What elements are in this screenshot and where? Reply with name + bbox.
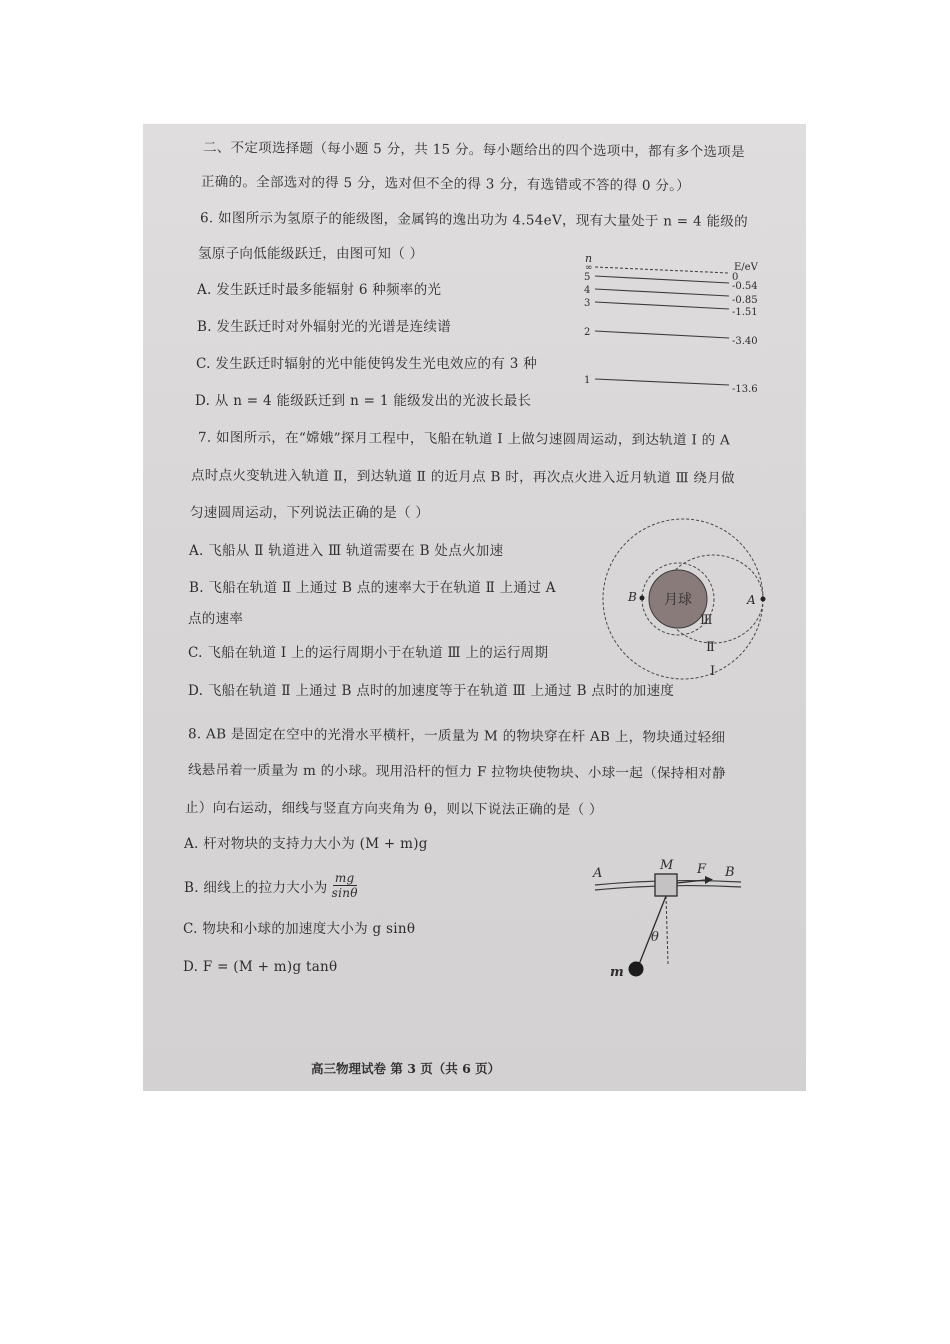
- section-heading-line-1: 二、不定项选择题（每小题 5 分，共 15 分。每小题给出的四个选项中，都有多个选项是: [202, 139, 745, 161]
- level-n-label: 3: [584, 298, 591, 309]
- q6-option-d: D. 从 n = 4 能级跃迁到 n = 1 能级发出的光波长最长: [195, 393, 532, 409]
- q7-option-c: C. 飞船在轨道 Ⅰ 上的运行周期小于在轨道 Ⅲ 上的运行周期: [188, 645, 549, 661]
- ball-label-m: m: [610, 965, 624, 980]
- energy-unit-label: E/eV: [734, 262, 758, 273]
- point-b-label: B: [628, 590, 637, 604]
- level-n-label: 1: [584, 375, 591, 386]
- section-heading-line-2: 正确的。全部选对的得 5 分，选对但不全的得 3 分，有选错或不答的得 0 分。）: [200, 173, 691, 195]
- q8-option-c: C. 物块和小球的加速度大小为 g sinθ: [183, 921, 416, 937]
- q6-stem-line-1: 6. 如图所示为氢原子的能级图，金属钨的逸出功为 4.54eV，现有大量处于 n = 4 能级的: [199, 210, 748, 230]
- q7-option-b-line-1: B. 飞船在轨道 Ⅱ 上通过 B 点的速率大于在轨道 Ⅱ 上通过 A: [189, 580, 556, 596]
- vertical-reference-line: [666, 896, 668, 964]
- page-footer: 高三物理试卷 第 3 页（共 6 页）: [311, 1061, 501, 1076]
- moon-label: 月球: [664, 592, 692, 608]
- q6-option-b: B. 发生跃迁时对外辐射光的光谱是连续谱: [197, 319, 452, 335]
- level-n-label: 5: [584, 272, 591, 283]
- level-energy-label: 0: [732, 272, 739, 283]
- level-energy-label: -13.6: [732, 384, 758, 395]
- level-energy-label: -0.54: [732, 281, 758, 292]
- level-row: [584, 375, 758, 395]
- q7-stem-line-2: 点时点火变轨进入轨道 Ⅱ，到达轨道 Ⅱ 的近月点 B 时，再次点火进入近月轨道 Ⅲ 绕月做: [190, 467, 735, 487]
- level-row: [584, 327, 758, 347]
- level-n-label: 2: [584, 327, 591, 338]
- q8-option-b-denominator: sinθ: [331, 886, 358, 900]
- q7-option-b-line-2: 点的速率: [188, 611, 244, 627]
- q7-option-d: D. 飞船在轨道 Ⅱ 上通过 B 点时的加速度等于在轨道 Ⅲ 上通过 B 点时的加速度: [188, 683, 675, 699]
- energy-level-diagram: [579, 252, 779, 402]
- block-label-m: M: [660, 858, 674, 873]
- ball-m: [629, 962, 644, 977]
- q8-stem-line-1: 8. AB 是固定在空中的光滑水平横杆，一质量为 M 的物块穿在杆 AB 上，物块通过轻细: [187, 726, 726, 746]
- q8-option-a: A. 杆对物块的支持力大小为 (M + m)g: [184, 836, 428, 852]
- q6-stem-line-2: 氢原子向低能级跃迁，由图可知（ ）: [198, 246, 424, 262]
- orbit-diagram: [598, 519, 768, 689]
- q8-stem-line-3: 止）向右运动，细线与竖直方向夹角为 θ，则以下说法正确的是（ ）: [184, 799, 603, 819]
- q6-option-c: C. 发生跃迁时辐射的光中能使钨发生光电效应的有 3 种: [196, 356, 538, 372]
- level-energy-label: -0.85: [732, 295, 758, 306]
- block-m: [655, 874, 677, 896]
- orbit-3-label: Ⅲ: [700, 613, 713, 628]
- level-header-n: n: [585, 252, 593, 265]
- rod-label-b: B: [725, 865, 735, 880]
- point-a-dot: [761, 597, 766, 602]
- angle-label-theta: θ: [651, 930, 659, 945]
- q8-option-b-numerator: mg: [334, 871, 355, 885]
- exam-page-photo: [143, 124, 806, 1091]
- rod-label-a: A: [593, 866, 603, 881]
- point-a-label: A: [747, 593, 756, 607]
- orbit-2-label: Ⅱ: [706, 640, 715, 655]
- q7-option-a: A. 飞船从 Ⅱ 轨道进入 Ⅲ 轨道需要在 B 处点火加速: [189, 543, 504, 559]
- q8-option-b-prefix: B. 细线上的拉力大小为: [184, 879, 328, 896]
- q6-option-a: A. 发生跃迁时最多能辐射 6 种频率的光: [197, 282, 442, 298]
- level-energy-label: -3.40: [732, 336, 758, 347]
- force-label-f: F: [697, 862, 707, 877]
- level-n-label: 4: [584, 285, 591, 296]
- q8-option-b: [184, 871, 358, 900]
- q7-stem-line-1: 7. 如图所示，在“嫦娥”探月工程中，飞船在轨道 Ⅰ 上做匀速圆周运动，到达轨道 Ⅰ 的 A: [197, 429, 731, 449]
- rod-block-diagram: [583, 849, 753, 984]
- q7-stem-line-3: 匀速圆周运动，下列说法正确的是（ ）: [190, 505, 430, 521]
- point-b-dot: [640, 596, 645, 601]
- q8-option-b-fraction: [332, 871, 358, 900]
- force-arrow-head-icon: [705, 876, 713, 884]
- level-n-label: ∞: [585, 263, 593, 273]
- orbit-1-label: Ⅰ: [710, 664, 716, 679]
- q8-stem-line-2: 线悬吊着一质量为 m 的小球。现用沿杆的恒力 F 拉物块使物块、小球一起（保持相对静: [187, 762, 726, 782]
- level-energy-label: -1.51: [732, 307, 758, 318]
- q8-option-d: D. F = (M + m)g tanθ: [183, 959, 338, 975]
